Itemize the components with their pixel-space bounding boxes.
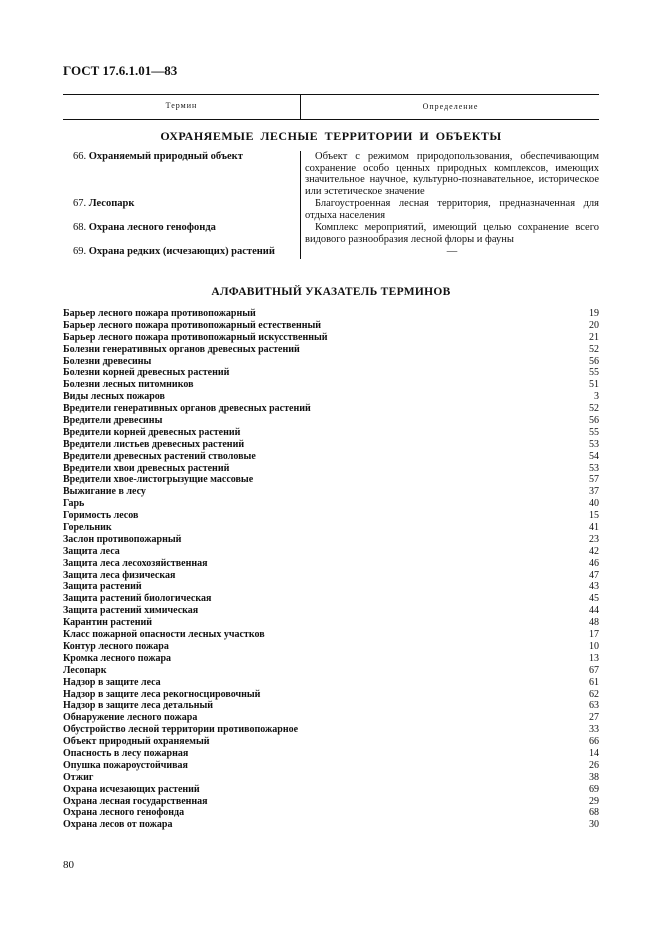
index-page: 23 (589, 533, 599, 545)
index-page: 52 (589, 403, 599, 415)
term-cell (63, 222, 300, 246)
index-page: 48 (589, 617, 599, 629)
index-term: Опушка пожароустойчивая (63, 759, 188, 771)
index-term: Обнаружение лесного пожара (63, 712, 198, 724)
index-page: 20 (589, 319, 599, 331)
index-page: 3 (594, 391, 599, 403)
index-page: 43 (589, 581, 599, 593)
index-page: 53 (589, 438, 599, 450)
term-name: Охрана редких (исчезающих) растений (88, 246, 275, 257)
index-item (63, 427, 599, 439)
index-item (63, 712, 599, 724)
index-term: Защита леса (63, 545, 120, 557)
index-item (63, 748, 599, 760)
index-item (63, 677, 599, 689)
index-term: Защита леса физическая (63, 569, 176, 581)
term-row (63, 246, 599, 259)
index-term: Вредители древесных растений стволовые (63, 450, 256, 462)
definition-cell: — (300, 246, 599, 259)
index-item (63, 570, 599, 582)
index-item (63, 760, 599, 772)
term-name: Охраняемый природный объект (88, 151, 243, 162)
index-term: Барьер лесного пожара противопожарный (63, 308, 256, 319)
index-page: 46 (589, 557, 599, 569)
index-item (63, 546, 599, 558)
index-page: 55 (589, 367, 599, 379)
index-page: 47 (589, 569, 599, 581)
index-item (63, 700, 599, 712)
index-item (63, 498, 599, 510)
term-number: 66. (73, 151, 87, 162)
index-page: 37 (589, 486, 599, 498)
definition-cell: Комплекс мероприятий, имеющий целью сохранение всего видового разнообразия лесной флоры и фауны (300, 222, 599, 246)
index-item (63, 474, 599, 486)
index-item (63, 534, 599, 546)
index-term: Охрана исчезающих растений (63, 783, 200, 795)
index-item (63, 391, 599, 403)
index-item (63, 653, 599, 665)
index-item (63, 356, 599, 368)
index-page: 52 (589, 343, 599, 355)
index-term: Вредители корней древесных растений (63, 426, 241, 438)
page-number: 80 (63, 859, 74, 871)
index-term: Контур лесного пожара (63, 640, 169, 652)
index-term: Болезни лесных питомников (63, 379, 194, 391)
index-item (63, 403, 599, 415)
index-term: Защита леса лесохозяйственная (63, 557, 208, 569)
index-page: 45 (589, 593, 599, 605)
index-page: 57 (589, 474, 599, 486)
index-page: 63 (589, 700, 599, 712)
term-number: 69. (73, 246, 87, 257)
index-item (63, 486, 599, 498)
index-term: Опасность в лесу пожарная (63, 747, 189, 759)
index-item (63, 689, 599, 701)
index-term: Гарь (63, 498, 85, 510)
term-name: Лесопарк (88, 198, 135, 209)
index-term: Вредители генеративных органов древесных растений (63, 403, 311, 415)
index-term: Надзор в защите леса (63, 676, 161, 688)
index-item (63, 665, 599, 677)
index-page: 56 (589, 415, 599, 427)
index-term: Вредители древесины (63, 415, 163, 427)
index-item (63, 558, 599, 570)
index-page: 69 (589, 783, 599, 795)
index-term: Лесопарк (63, 664, 107, 676)
index-page: 53 (589, 462, 599, 474)
index-item (63, 344, 599, 356)
index-item (63, 617, 599, 629)
index-page: 26 (589, 759, 599, 771)
index-term: Барьер лесного пожара противопожарный естественный (63, 319, 322, 331)
index-page: 10 (589, 640, 599, 652)
term-row (63, 151, 599, 198)
section-title: ОХРАНЯЕМЫЕ ЛЕСНЫЕ ТЕРРИТОРИИ И ОБЪЕКТЫ (160, 129, 502, 143)
index-page: 68 (589, 807, 599, 819)
index-item (63, 629, 599, 641)
index-term: Отжиг (63, 771, 94, 783)
index-page: 17 (589, 629, 599, 641)
index-item (63, 463, 599, 475)
index-page: 19 (589, 308, 599, 319)
index-page: 13 (589, 652, 599, 664)
index-item (63, 807, 599, 819)
index-term: Заслон противопожарный (63, 533, 182, 545)
index-item (63, 439, 599, 451)
term-cell (63, 198, 300, 222)
index-term: Карантин растений (63, 617, 153, 629)
index-item (63, 784, 599, 796)
index-page: 42 (589, 545, 599, 557)
index-page: 55 (589, 426, 599, 438)
index-term: Обустройство лесной территории противопожарное (63, 724, 299, 736)
index-page: 44 (589, 605, 599, 617)
index-item (63, 819, 599, 831)
index-term: Охрана лесного генофонда (63, 807, 185, 819)
index-term: Выжигание в лесу (63, 486, 146, 498)
index-term: Надзор в защите леса рекогносцировочный (63, 688, 261, 700)
index-page: 61 (589, 676, 599, 688)
index-item (63, 451, 599, 463)
index-term: Кромка лесного пожара (63, 652, 172, 664)
index-term: Болезни корней древесных растений (63, 367, 230, 379)
index-page: 66 (589, 736, 599, 748)
index-item (63, 379, 599, 391)
term-row (63, 198, 599, 222)
index-page: 62 (589, 688, 599, 700)
index-term: Вредители хвои древесных растений (63, 462, 230, 474)
term-row (63, 222, 599, 246)
index-item (63, 593, 599, 605)
index-item (63, 308, 599, 320)
index-page: 51 (589, 379, 599, 391)
index-page: 21 (589, 331, 599, 343)
index-item (63, 415, 599, 427)
index-term: Виды лесных пожаров (63, 391, 165, 403)
term-name: Охрана лесного генофонда (88, 222, 216, 233)
term-number: 67. (73, 198, 87, 209)
index-page: 14 (589, 747, 599, 759)
index-item (63, 320, 599, 332)
index-item (63, 332, 599, 344)
index-page: 27 (589, 712, 599, 724)
index-page: 30 (589, 819, 599, 831)
index-item (63, 581, 599, 593)
term-table (63, 151, 599, 259)
index-term: Болезни древесины (63, 355, 152, 367)
index-term: Горельник (63, 522, 112, 534)
index-list (63, 308, 599, 831)
index-term: Надзор в защите леса детальный (63, 700, 214, 712)
index-item (63, 367, 599, 379)
column-header-term: Термин (165, 101, 198, 110)
index-page: 67 (589, 664, 599, 676)
column-header-definition: Определение (300, 95, 600, 119)
index-title: АЛФАВИТНЫЙ УКАЗАТЕЛЬ ТЕРМИНОВ (211, 286, 451, 298)
index-page: 29 (589, 795, 599, 807)
index-term: Класс пожарной опасности лесных участков (63, 629, 265, 641)
index-page: 15 (589, 510, 599, 522)
index-term: Охрана лесная государственная (63, 795, 208, 807)
document-code: ГОСТ 17.6.1.01—83 (63, 63, 178, 78)
index-term: Охрана лесов от пожара (63, 819, 173, 831)
index-page: 41 (589, 522, 599, 534)
index-page: 56 (589, 355, 599, 367)
index-item (63, 522, 599, 534)
index-page: 38 (589, 771, 599, 783)
index-term: Защита растений (63, 581, 142, 593)
index-item (63, 641, 599, 653)
index-term: Горимость лесов (63, 510, 139, 522)
index-term: Защита растений химическая (63, 605, 199, 617)
index-item (63, 772, 599, 784)
index-item (63, 796, 599, 808)
definition-cell: Объект с режимом природопользования, обеспечивающим сохранение особо ценных природных комплексов, имеющих значительное научное, культурно-познавательное, историческое или эстетическое значение (300, 151, 599, 198)
index-page: 40 (589, 498, 599, 510)
index-term: Болезни генеративных органов древесных растений (63, 343, 300, 355)
term-cell (63, 151, 300, 198)
index-term: Барьер лесного пожара противопожарный искусственный (63, 331, 328, 343)
table-header (63, 94, 599, 120)
index-term: Вредители листьев древесных растений (63, 438, 245, 450)
index-item (63, 736, 599, 748)
index-item (63, 510, 599, 522)
index-term: Вредители хвое-листогрызущие массовые (63, 474, 254, 486)
index-item (63, 605, 599, 617)
term-cell (63, 246, 300, 259)
index-page: 54 (589, 450, 599, 462)
index-term: Объект природный охраняемый (63, 736, 210, 748)
index-page: 33 (589, 724, 599, 736)
index-term: Защита растений биологическая (63, 593, 212, 605)
term-number: 68. (73, 222, 87, 233)
index-item (63, 724, 599, 736)
definition-cell: Благоустроенная лесная территория, предназначенная для отдыха населения (300, 198, 599, 222)
